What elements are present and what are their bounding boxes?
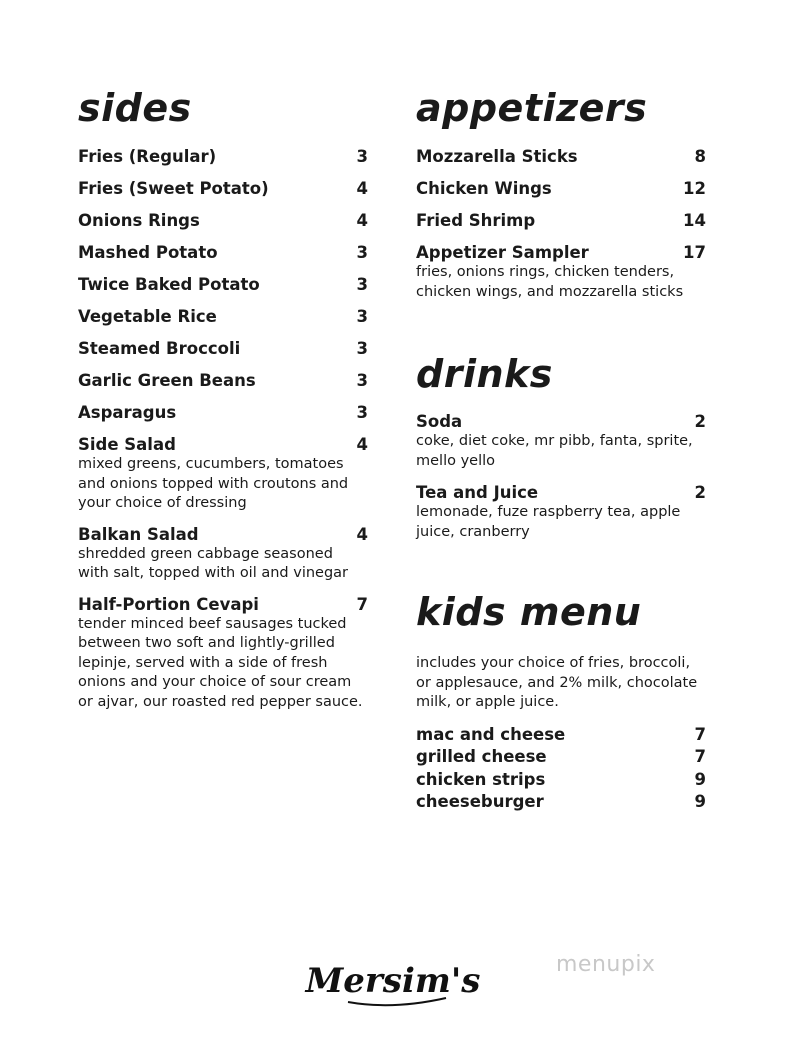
item-price: 14 xyxy=(683,211,706,230)
menu-item xyxy=(78,339,368,359)
kids-menu-section xyxy=(416,590,706,812)
item-price: 7 xyxy=(694,724,706,744)
menu-item xyxy=(78,403,368,423)
item-name: Side Salad xyxy=(78,435,176,454)
menu-item xyxy=(416,243,706,302)
menu-item xyxy=(416,483,706,542)
appetizers-list xyxy=(416,147,706,302)
item-price: 12 xyxy=(683,179,706,198)
item-name: Twice Baked Potato xyxy=(78,275,260,294)
item-price: 2 xyxy=(694,412,706,431)
mersims-logo xyxy=(305,952,481,1012)
item-name: Soda xyxy=(416,412,463,431)
item-name: Tea and Juice xyxy=(416,483,539,502)
menu-item xyxy=(416,770,706,790)
menu-item xyxy=(78,179,368,199)
item-price: 3 xyxy=(356,147,368,166)
menu-item xyxy=(78,211,368,231)
item-name: Steamed Broccoli xyxy=(78,339,241,358)
item-name: Mashed Potato xyxy=(78,243,218,262)
sides-list xyxy=(78,147,368,712)
item-name: Garlic Green Beans xyxy=(78,371,256,390)
item-price: 9 xyxy=(694,792,706,811)
item-name: grilled cheese xyxy=(416,747,547,766)
item-name: Chicken Wings xyxy=(416,179,552,198)
menu-item xyxy=(416,211,706,231)
item-name: cheeseburger xyxy=(416,792,544,811)
right-column xyxy=(416,86,706,815)
item-description: shredded green cabbage seasoned with salt, topped with oil and vinegar xyxy=(78,545,349,581)
kids-menu-intro: includes your choice of fries, broccoli, or applesauce, and 2% milk, chocolate milk, or apple juice. xyxy=(416,655,698,710)
item-price: 3 xyxy=(356,307,368,326)
item-description: tender minced beef sausages tucked between two soft and lightly-grilled lepinje, served with a side of fresh onions and your choice of sour cream or ajvar, our roasted red pepper sauce. xyxy=(78,615,363,710)
item-name: mac and cheese xyxy=(416,724,566,744)
menu-item xyxy=(78,243,368,263)
item-price: 9 xyxy=(694,769,706,789)
item-price: 4 xyxy=(356,524,368,544)
item-price: 3 xyxy=(356,339,368,358)
menu-item xyxy=(416,179,706,199)
item-name: Vegetable Rice xyxy=(78,307,217,326)
menu-item xyxy=(78,371,368,391)
menu-item xyxy=(416,147,706,167)
item-price: 7 xyxy=(694,747,706,766)
item-name: Half-Portion Cevapi xyxy=(78,594,259,614)
item-price: 3 xyxy=(356,243,368,262)
menu-item xyxy=(416,792,706,812)
item-price: 3 xyxy=(356,371,368,390)
item-price: 4 xyxy=(356,435,368,454)
item-price: 3 xyxy=(356,403,368,422)
item-name: Mozzarella Sticks xyxy=(416,147,578,166)
kids-menu-heading: kids menu xyxy=(416,590,642,634)
item-name: Asparagus xyxy=(78,403,177,422)
item-price: 17 xyxy=(683,243,706,262)
item-price: 3 xyxy=(356,275,368,294)
menu-item xyxy=(416,412,706,471)
menu-item xyxy=(78,435,368,514)
item-name: Onions Rings xyxy=(78,211,200,230)
left-column xyxy=(78,86,368,724)
menu-item xyxy=(78,595,368,713)
item-description: fries, onions rings, chicken tenders, chicken wings, and mozzarella sticks xyxy=(416,264,684,300)
item-description: coke, diet coke, mr pibb, fanta, sprite, mello yello xyxy=(416,433,693,469)
menu-item xyxy=(416,725,706,745)
item-name: Fried Shrimp xyxy=(416,211,536,230)
item-name: Balkan Salad xyxy=(78,524,199,544)
item-name: Appetizer Sampler xyxy=(416,243,589,262)
drinks-heading: drinks xyxy=(416,352,553,396)
item-price: 2 xyxy=(694,483,706,502)
menu-item xyxy=(78,275,368,295)
item-price: 7 xyxy=(356,594,368,614)
item-name: Fries (Regular) xyxy=(78,147,217,166)
item-price: 4 xyxy=(356,211,368,230)
item-name: Fries (Sweet Potato) xyxy=(78,179,269,198)
drinks-list xyxy=(416,412,706,542)
appetizers-heading: appetizers xyxy=(416,86,648,130)
logo-text: Mersim's xyxy=(305,961,481,1001)
menu-item xyxy=(78,147,368,167)
item-price: 4 xyxy=(356,179,368,198)
item-price: 8 xyxy=(694,147,706,166)
sides-heading: sides xyxy=(78,86,192,130)
menu-item xyxy=(78,307,368,327)
menupix-watermark: menupix xyxy=(556,952,656,977)
item-name: chicken strips xyxy=(416,769,546,789)
menu-item xyxy=(416,747,706,767)
item-description: lemonade, fuze raspberry tea, apple juice, cranberry xyxy=(416,504,681,540)
kids-menu-list xyxy=(416,725,706,812)
item-description: mixed greens, cucumbers, tomatoes and onions topped with croutons and your choice of dressing xyxy=(78,456,349,511)
menu-item xyxy=(78,525,368,584)
